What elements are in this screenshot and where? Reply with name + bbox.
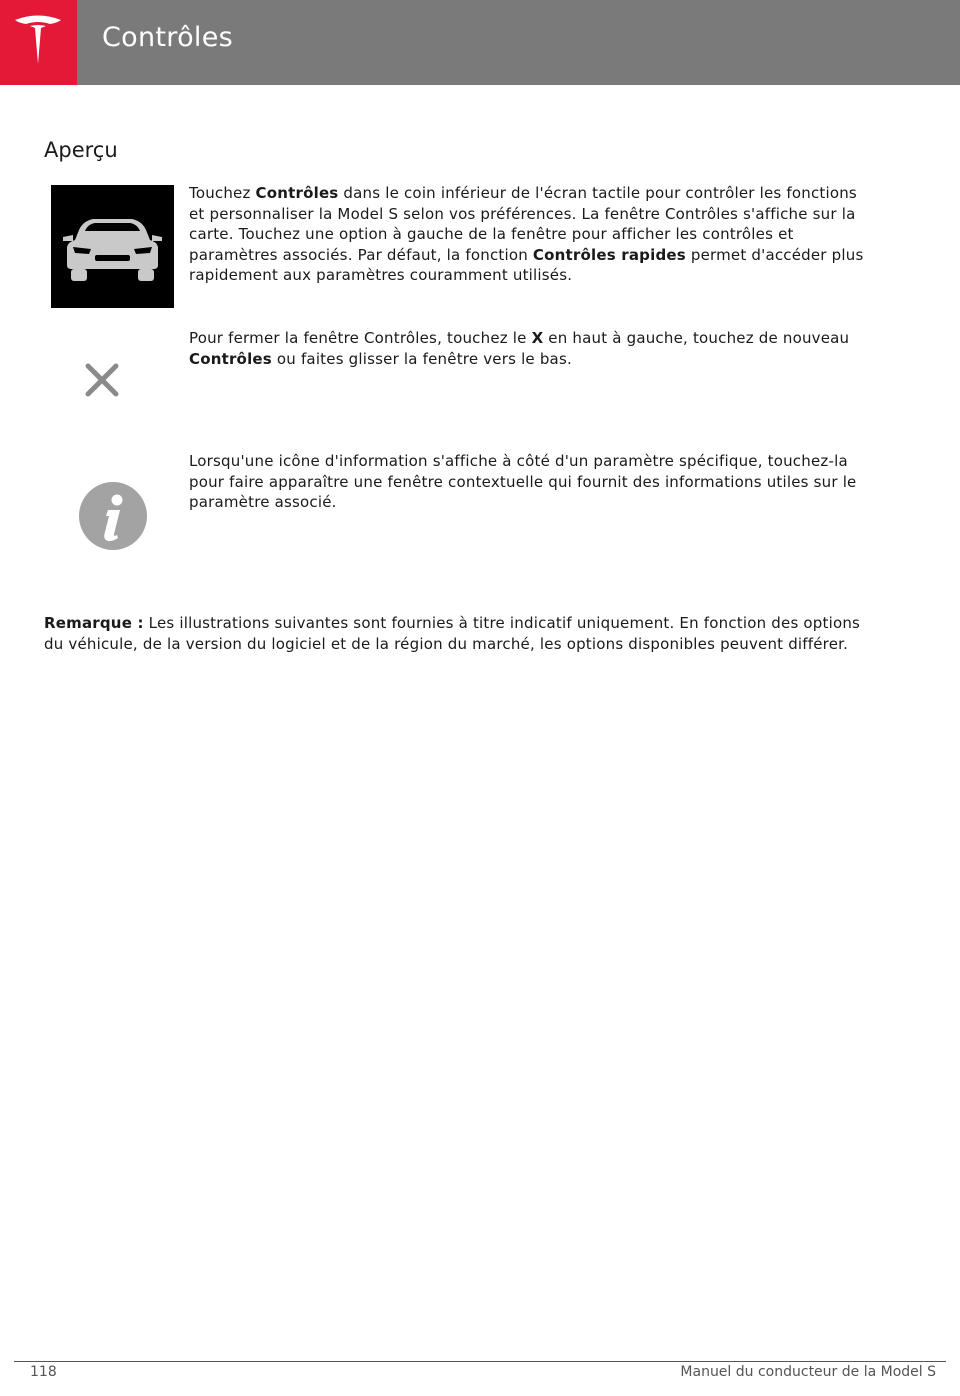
footer-divider <box>14 1361 946 1362</box>
tesla-logo-icon <box>13 14 63 70</box>
bold-controls: Contrôles <box>189 349 272 368</box>
manual-title: Manuel du conducteur de la Model S <box>680 1364 936 1380</box>
info-paragraph <box>189 451 869 513</box>
bold-x: X <box>531 329 544 347</box>
close-paragraph <box>189 328 869 369</box>
text-segment: Lorsqu'une icône d'information s'affiche à côté d'un paramètre spécifique, touchez-la pour faire apparaître une fenêtre contextuelle qui fournit des informations utiles sur le paramètre associé. <box>189 452 857 511</box>
page-number: 118 <box>30 1364 57 1380</box>
note-paragraph <box>44 613 874 654</box>
text-segment: dans le coin inférieur de l'écran tactile pour contrôler les fonctions et personnaliser la Model S selon vos préférences. La fenêtre Contrôles s'affiche sur la carte. Touchez une option à gauche de la fenêtre pour afficher les contrôles et paramètres associés. Par défaut, la fonction <box>189 184 857 264</box>
controls-paragraph <box>189 183 869 286</box>
text-segment: Touchez <box>189 184 256 202</box>
bold-controls: Contrôles <box>255 184 339 202</box>
brand-logo-box <box>0 0 77 85</box>
info-icon <box>77 480 149 552</box>
page-header <box>0 0 960 85</box>
text-segment: permet d'accéder plus rapidement aux paramètres couramment utilisés. <box>189 245 864 284</box>
note-text: Les illustrations suivantes sont fournies à titre indicatif uniquement. En fonction des options du véhicule, de la version du logiciel et de la région du marché, les options disponibles peuvent différer. <box>44 614 861 653</box>
text-segment: en haut à gauche, touchez de nouveau <box>543 329 850 347</box>
page-title: Contrôles <box>102 22 233 53</box>
car-icon <box>51 185 174 308</box>
text-segment: ou faites glisser la fenêtre vers le bas. <box>271 349 572 368</box>
bold-quick-controls: Contrôles rapides <box>532 245 686 264</box>
text-segment: Pour fermer la fenêtre Contrôles, touchez le <box>189 329 532 347</box>
note-label: Remarque : <box>44 614 144 632</box>
close-icon <box>80 358 124 402</box>
section-title: Aperçu <box>44 138 118 162</box>
